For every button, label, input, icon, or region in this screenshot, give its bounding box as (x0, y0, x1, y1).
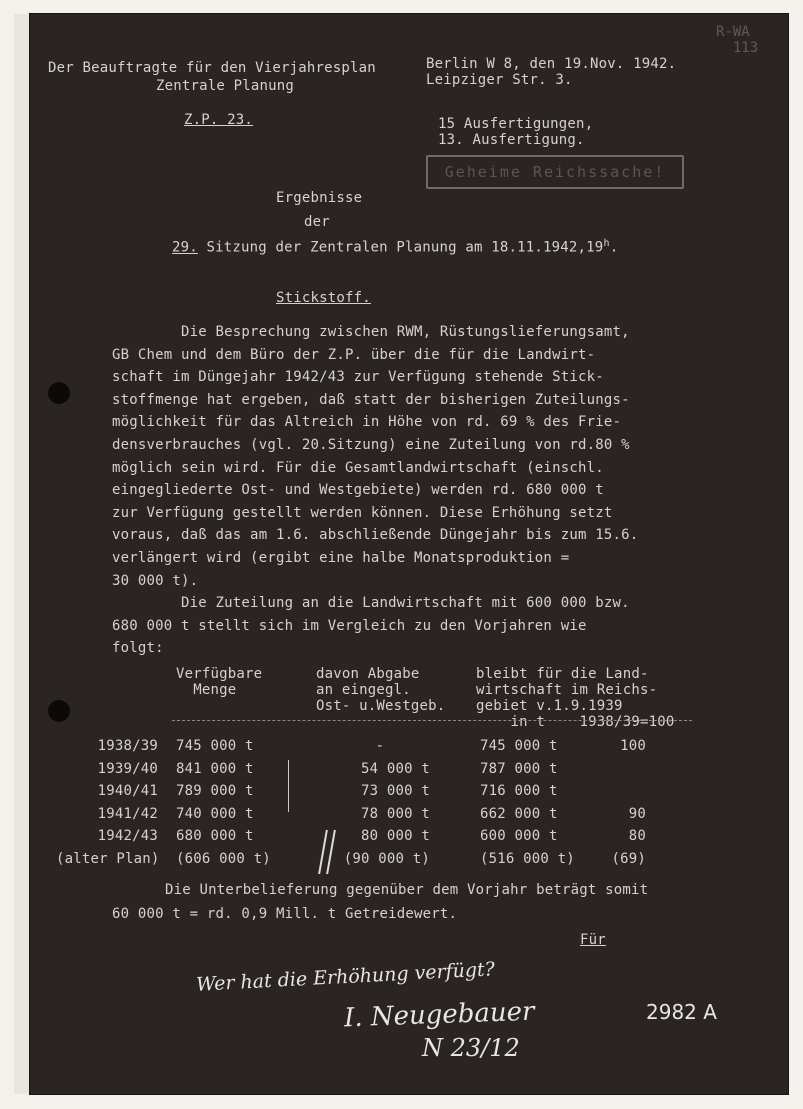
cell-remaining: 787 000 t (480, 760, 558, 777)
cell-available: (606 000 t) (176, 851, 271, 867)
cell-year: (alter Plan) (56, 851, 160, 867)
cell-remaining: 600 000 t (480, 828, 558, 845)
handwritten-signature: I. Neugebauer (343, 996, 535, 1034)
address: Leipziger Str. 3. (426, 72, 573, 88)
body-line: eingegliederte Ost- und Westgebiete) werden rd. 680 000 t (112, 482, 604, 499)
section-heading: Stickstoff. (276, 290, 371, 306)
footer-fuer: Für (580, 932, 606, 948)
body-line: verlängert wird (ergibt eine halbe Monatsproduktion = (112, 550, 570, 566)
pencil-mark-line (288, 760, 289, 812)
table-header-available: Verfügbare Menge (176, 666, 263, 698)
body-line: Die Zuteilung an die Landwirtschaft mit 600 000 bzw. (112, 595, 630, 612)
punch-hole-lower (48, 700, 70, 722)
cell-index: 80 (628, 828, 646, 845)
copy-number: 13. Ausfertigung. (438, 132, 585, 148)
body-line: folgt: (112, 640, 164, 657)
cell-index: 100 (620, 738, 646, 754)
issuer-line-1: Der Beauftragte für den Vierjahresplan (48, 60, 376, 76)
classification-stamp: Geheime Reichssache! (426, 155, 684, 189)
table-separator (172, 720, 692, 721)
body-line: möglichkeit für das Altreich in Höhe von rd. 69 % des Frie- (112, 414, 622, 431)
body-line: densverbrauches (vgl. 20.Sitzung) eine Zuteilung von rd.80 % (112, 437, 630, 453)
title-line-3 (172, 236, 618, 256)
body-line: Die Besprechung zwischen RWM, Rüstungslieferungsamt, (112, 324, 630, 340)
table-header-deduction: davon Abgabe an eingegl. Ost- u.Westgeb. (316, 666, 446, 714)
cell-available: 745 000 t (176, 738, 254, 754)
cell-deduction: 80 000 t (360, 828, 430, 845)
cell-deduction: (90 000 t) (343, 851, 430, 867)
footer-line-1: Die Unterbelieferung gegenüber dem Vorjahr beträgt somit (96, 882, 649, 898)
cell-index: (69) (611, 851, 646, 867)
punch-hole-upper (48, 382, 70, 404)
cell-available: 789 000 t (176, 783, 254, 800)
reference-number: Z.P. 23. (184, 112, 254, 128)
handwritten-initials: N 23/12 (422, 1034, 520, 1062)
body-line: 680 000 t stellt sich im Vergleich zu den Vorjahren wie (112, 617, 587, 634)
place-date: Berlin W 8, den 19.Nov. 1942. (426, 56, 677, 72)
body-line: schaft im Düngejahr 1942/43 zur Verfügung stehende Stick- (112, 369, 604, 386)
session-end: . (609, 239, 619, 256)
body-line: zur Verfügung gestellt werden können. Diese Erhöhung setzt (112, 504, 613, 521)
session-hour-sup: h (603, 238, 610, 249)
copies-count: 15 Ausfertigungen, (438, 116, 594, 132)
cell-remaining: 745 000 t (480, 738, 558, 754)
body-line: GB Chem und dem Büro der Z.P. über die für die Landwirt- (112, 346, 596, 363)
cell-year: 1939/40 (97, 760, 158, 777)
page-edge-strip (14, 14, 30, 1094)
body-line: voraus, daß das am 1.6. abschließende Düngejahr bis zum 15.6. (112, 527, 639, 544)
cell-year: 1941/42 (97, 805, 158, 822)
table-header-remaining: bleibt für die Land- wirtschaft im Reichs- gebiet v.1.9.1939 in t 1938/39=100 (476, 666, 675, 730)
session-number: 29. (172, 239, 198, 256)
title-line-1: Ergebnisse (276, 190, 363, 206)
cell-remaining: 716 000 t (480, 783, 558, 800)
cell-year: 1938/39 (97, 738, 158, 754)
cell-available: 841 000 t (176, 760, 254, 777)
cell-year: 1942/43 (97, 828, 158, 845)
cell-deduction: 54 000 t (360, 760, 430, 777)
session-text: Sitzung der Zentralen Planung am 18.11.1942,19 (197, 239, 604, 256)
cell-available: 680 000 t (176, 828, 254, 845)
cell-remaining: 662 000 t (480, 805, 558, 822)
cell-year: 1940/41 (97, 783, 158, 800)
body-line: 30 000 t). (112, 572, 199, 589)
cell-deduction: 73 000 t (360, 783, 430, 800)
handwritten-note: Wer hat die Erhöhung verfügt? (195, 958, 496, 996)
cell-remaining: (516 000 t) (480, 851, 575, 867)
body-line: möglich sein wird. Für die Gesamtlandwirtschaft (einschl. (112, 459, 604, 476)
issuer-line-2: Zentrale Planung (156, 78, 295, 94)
cell-index: 90 (628, 805, 646, 822)
corner-archive-mark: R-WA 113 (716, 24, 759, 56)
cell-available: 740 000 t (176, 805, 254, 822)
cell-deduction: - (375, 738, 385, 754)
footer-line-2: 60 000 t = rd. 0,9 Mill. t Getreidewert. (112, 906, 458, 922)
title-line-2: der (304, 214, 330, 230)
body-line: stoffmenge hat ergeben, daß statt der bisherigen Zuteilungs- (112, 391, 630, 408)
archive-number: 2982 A (646, 1000, 717, 1024)
cell-deduction: 78 000 t (360, 805, 430, 822)
